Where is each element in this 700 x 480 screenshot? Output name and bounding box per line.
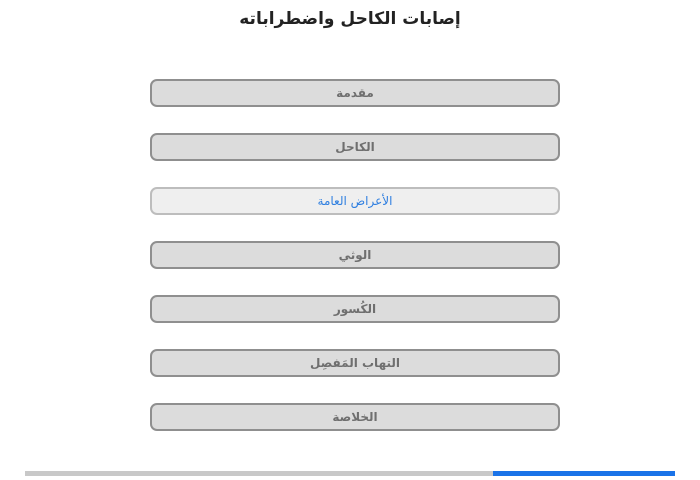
progress-bar-fill: [493, 471, 675, 476]
chapter-menu: [150, 79, 560, 457]
menu-item-summary[interactable]: الخلاصة: [150, 403, 560, 431]
menu-item-ankle[interactable]: الكاحل: [150, 133, 560, 161]
menu-item-general-symptoms[interactable]: الأعراض العامة: [150, 187, 560, 215]
progress-bar: [25, 471, 675, 476]
menu-item-introduction[interactable]: مقدمة: [150, 79, 560, 107]
menu-item-arthritis[interactable]: التهاب المَفصِل: [150, 349, 560, 377]
page-title: إصابات الكاحل واضطراباته: [239, 9, 461, 29]
menu-item-sprain[interactable]: الوثي: [150, 241, 560, 269]
menu-item-fractures[interactable]: الكُسور: [150, 295, 560, 323]
